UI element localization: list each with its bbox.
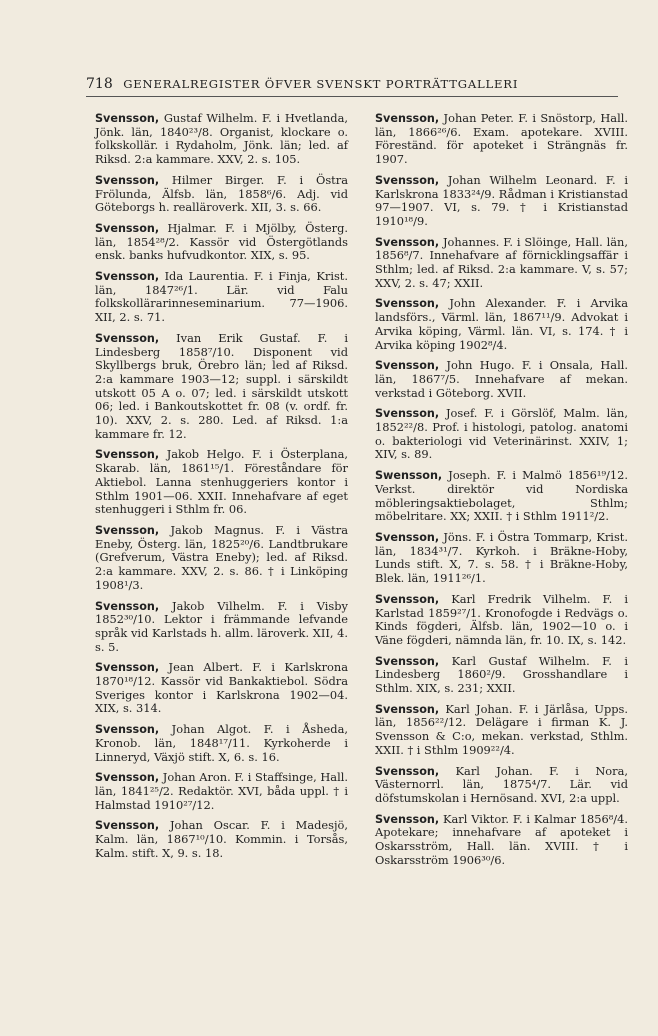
register-entry xyxy=(95,270,348,325)
entry-text: Ida Laurentia. F. i Finja, Krist. län, 1847²⁶/1. Lär. vid Falu folkskollärarinneseminarium. 77—1906. XII, 2. s. 71. xyxy=(95,269,349,325)
entry-surname: Svensson, xyxy=(375,173,440,187)
register-entry xyxy=(375,407,628,462)
entry-text: Johan Peter. F. i Snöstorp, Hall. län, 1866²⁶/6. Exam. apotekare. XVIII. Föreständ. för apoteket i Strängnäs fr. 1907. xyxy=(375,111,628,167)
register-entry xyxy=(375,469,628,524)
entry-text: Jean Albert. F. i Karlskrona 1870¹⁸/12. Kassör vid Bankaktiebol. Södra Sveriges kontor i Karlskrona 1902—04. XIX, s. 314. xyxy=(95,660,348,716)
entry-text: Johan Oscar. F. i Madesjö, Kalm. län, 1867¹⁰/10. Kommin. i Torsås, Kalm. stift. X, 9. s. 18. xyxy=(95,818,348,860)
entry-text: Ivan Erik Gustaf. F. i Lindesberg 1858⁷/10. Disponent vid Skyllbergs bruk, Örebro län; led af Riksd. 2:a kammare 1903—12; suppl. i särskildt utskott 05 A o. 07; led. i särskildt utskott 06; led. i Bankoutskottet fr. 08 (v. ordf. fr. 10). XXV, 2. s. 280. Led. af Riksd. 1:a kammare fr. 12. xyxy=(95,330,348,441)
entry-surname: Swensson, xyxy=(375,469,443,483)
entry-text: Gustaf Wilhelm. F. i Hvetlanda, Jönk. län, 1840²³/8. Organist, klockare o. folkskollär. i Rydaholm, Jönk. län; led. af Riksd. 2:a kammare. XXV, 2. s. 105. xyxy=(95,111,348,167)
register-entry xyxy=(375,703,628,758)
entry-text: Johan Aron. F. i Staffsinge, Hall. län, 1841²⁵/2. Redaktör. XVI, båda uppl. † i Halmstad 1910²⁷/12. xyxy=(95,770,348,812)
entry-text: Johannes. F. i Slöinge, Hall. län, 1856⁸/7. Innehafvare af förnicklingsaffär i Sthlm; led. af Riksd. 2:a kammare. V, s. 57; XXV, 2. s. 47; XXII. xyxy=(375,234,629,290)
entry-surname: Svensson, xyxy=(95,221,160,235)
register-entry xyxy=(95,222,348,263)
entry-text: Johan Wilhelm Leonard. F. i Karlskrona 1833²⁴/9. Rådman i Kristianstad 97—1907. VI, s. 79. † i Kristianstad 1910¹⁸/9. xyxy=(375,172,628,228)
entry-surname: Svensson, xyxy=(375,297,440,311)
entry-text: John Hugo. F. i Onsala, Hall. län, 1867⁷/5. Innehafvare af mekan. verkstad i Göteborg. XVII. xyxy=(375,358,628,400)
register-entry xyxy=(95,524,348,593)
register-entry xyxy=(95,661,348,716)
entry-surname: Svensson, xyxy=(95,771,160,785)
register-entry xyxy=(95,174,348,215)
register-entry xyxy=(375,236,628,291)
entry-surname: Svensson, xyxy=(95,819,160,833)
right-column xyxy=(375,112,628,874)
header-rule xyxy=(86,96,618,97)
entry-text: Josef. F. i Görslöf, Malm. län, 1852²²/8. Prof. i histologi, patolog. anatomi o. bakteriologi vid Veterinärinst. XXIV, 1; XIV, s. 89. xyxy=(375,406,628,462)
register-entry xyxy=(95,819,348,860)
register-entry xyxy=(375,813,628,868)
register-entry xyxy=(95,600,348,655)
entry-surname: Svensson, xyxy=(95,331,160,345)
register-entry xyxy=(95,112,348,167)
entry-text: Johan Algot. F. i Åsheda, Kronob. län, 1848¹⁷/11. Kyrkoherde i Linneryd, Växjö stift. X, 6. s. 16. xyxy=(95,722,348,764)
entry-surname: Svensson, xyxy=(95,448,160,462)
register-entry xyxy=(375,593,628,648)
entry-surname: Svensson, xyxy=(375,654,440,668)
entry-surname: Svensson, xyxy=(375,592,440,606)
entry-text: Karl Johan. F. i Nora, Västernorrl. län, 1875⁴/7. Lär. vid döfstumskolan i Hernösand. XVI, 2:a uppl. xyxy=(375,763,629,805)
register-entry xyxy=(375,765,628,806)
entry-text: Jakob Vilhelm. F. i Visby 1852³⁰/10. Lektor i främmande lefvande språk vid Karlstads h. allm. läroverk. XII, 4. s. 5. xyxy=(95,598,348,654)
register-entry xyxy=(95,723,348,764)
entry-text: Hilmer Birger. F. i Östra Frölunda, Älfsb. län, 1858⁶/6. Adj. vid Göteborgs h. realläroverk. XII, 3. s. 66. xyxy=(95,172,348,215)
register-entry xyxy=(95,332,348,442)
entry-surname: Svensson, xyxy=(95,723,160,737)
entry-text: Karl Gustaf Wilhelm. F. i Lindesberg 1860²/9. Grosshandlare i Sthlm. XIX, s. 231; XXII. xyxy=(375,653,628,696)
header-title: GENERALREGISTER ÖFVER SVENSKT PORTRÄTTGALLERI xyxy=(123,77,519,91)
entry-surname: Svensson, xyxy=(95,661,160,675)
entry-text: Karl Viktor. F. i Kalmar 1856⁸/4. Apotekare; innehafvare af apoteket i Oskarsström, Hall. län. XVIII. † i Oskarsström 1906³⁰/6. xyxy=(375,811,628,867)
entry-surname: Svensson, xyxy=(95,173,160,187)
left-column xyxy=(95,112,348,867)
entry-surname: Svensson, xyxy=(375,407,440,421)
entry-surname: Svensson, xyxy=(95,112,160,125)
entry-surname: Svensson, xyxy=(375,112,440,125)
entry-surname: Svensson, xyxy=(95,523,160,537)
entry-surname: Svensson, xyxy=(375,812,440,826)
page-number: 718 xyxy=(86,76,113,92)
register-entry xyxy=(375,297,628,352)
register-entry xyxy=(375,174,628,229)
entry-text: Joseph. F. i Malmö 1856¹⁹/12. Verkst. direktör vid Nordiska möbleringsaktiebolaget, Sthlm; möbelritare. XX; XXII. † i Sthlm 1911²/2. xyxy=(375,468,629,524)
entry-text: Karl Fredrik Vilhelm. F. i Karlstad 1859²⁷/1. Kronofogde i Redvägs o. Kinds fögderi, Älfsb. län, 1902—10 o. i Väne fögderi, nämnda län, fr. 10. IX, s. 142. xyxy=(375,591,629,647)
entry-text: John Alexander. F. i Arvika landsförs., Värml. län, 1867¹¹/9. Advokat i Arvika köping, Värml. län. VI, s. 174. † i Arvika köping 1902⁸/4. xyxy=(375,296,628,352)
register-entry xyxy=(375,655,628,696)
entry-text: Hjalmar. F. i Mjölby, Österg. län, 1854²⁸/2. Kassör vid Östergötlands ensk. banks hufvudkontor. XIX, s. 95. xyxy=(95,220,348,263)
entry-surname: Svensson, xyxy=(375,764,440,778)
entry-text: Jakob Helgo. F. i Österplana, Skarab. län, 1861¹⁵/1. Föreståndare för Aktiebol. Lanna stenhuggeriers kontor i Sthlm 1901—06. XXII. Innehafvare af eget stenhuggeri i Sthlm fr. 06. xyxy=(95,447,349,517)
register-entry xyxy=(95,448,348,517)
entry-surname: Svensson, xyxy=(375,702,440,716)
entry-surname: Svensson, xyxy=(375,359,440,373)
entry-text: Jöns. F. i Östra Tommarp, Krist. län, 1834³¹/7. Kyrkoh. i Bräkne-Hoby, Lunds stift. X, 7. s. 58. † i Bräkne-Hoby, Blek. län, 1911²⁶/1. xyxy=(375,529,628,586)
entry-text: Jakob Magnus. F. i Västra Eneby, Österg. län, 1825²⁰/6. Landtbrukare (Grefverum, Västra Eneby); led. af Riksd. 2:a kammare. XXV, 2. s. 86. † i Linköping 1908¹/3. xyxy=(95,522,348,592)
entry-surname: Svensson, xyxy=(95,599,160,613)
register-entry xyxy=(95,771,348,812)
running-header xyxy=(86,76,618,92)
register-entry xyxy=(375,112,628,167)
entry-surname: Svensson, xyxy=(375,530,440,544)
entry-surname: Svensson, xyxy=(375,235,440,249)
register-entry xyxy=(375,531,628,586)
register-entry xyxy=(375,359,628,400)
entry-surname: Svensson, xyxy=(95,270,160,284)
entry-text: Karl Johan. F. i Järlåsa, Upps. län, 1856²²/12. Delägare i firman K. J. Svensson & C:o, mekan. verkstad, Sthlm. XXII. † i Sthlm 1909²²/4. xyxy=(375,701,628,757)
